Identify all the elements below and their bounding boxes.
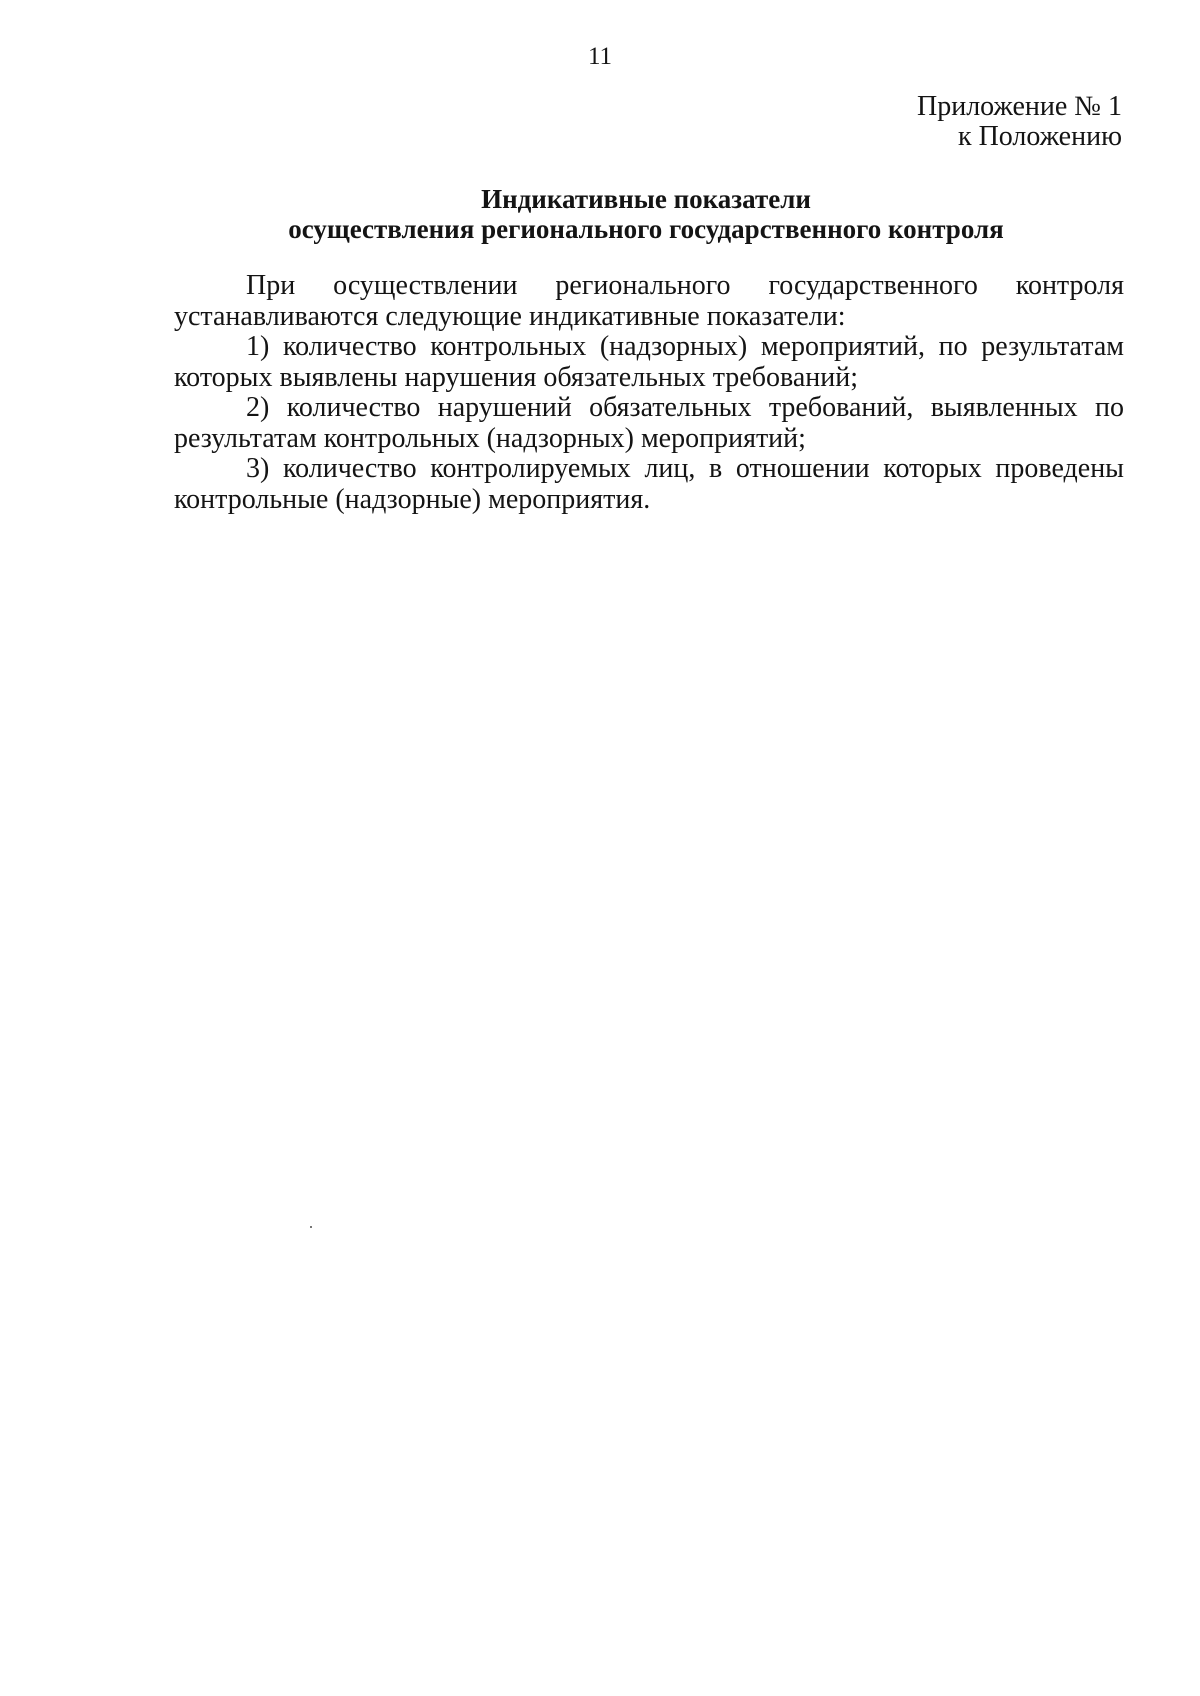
document-title [170, 184, 1122, 244]
appendix-reference: к Положению [957, 121, 1122, 152]
indicator-item-3: 3) количество контролируемых лиц, в отношении которых проведены контрольные (надзорные) мероприятия. [174, 453, 1124, 515]
appendix-header [917, 92, 1122, 152]
document-body [174, 271, 1124, 515]
page-number: 11 [587, 43, 613, 70]
title-line-1: Индикативные показатели [481, 184, 811, 214]
appendix-number: Приложение № 1 [917, 91, 1122, 122]
indicator-item-1: 1) количество контрольных (надзорных) мероприятий, по результатам которых выявлены нарушения обязательных требований; [174, 331, 1124, 393]
title-line-2: осуществления регионального государственного контроля [288, 214, 1004, 244]
scan-speck [310, 1226, 312, 1228]
indicator-item-2: 2) количество нарушений обязательных требований, выявленных по результатам контрольных (надзорных) мероприятий; [174, 392, 1124, 454]
intro-paragraph: При осуществлении регионального государственного контроля устанавливаются следующие индикативные показатели: [174, 270, 1124, 332]
